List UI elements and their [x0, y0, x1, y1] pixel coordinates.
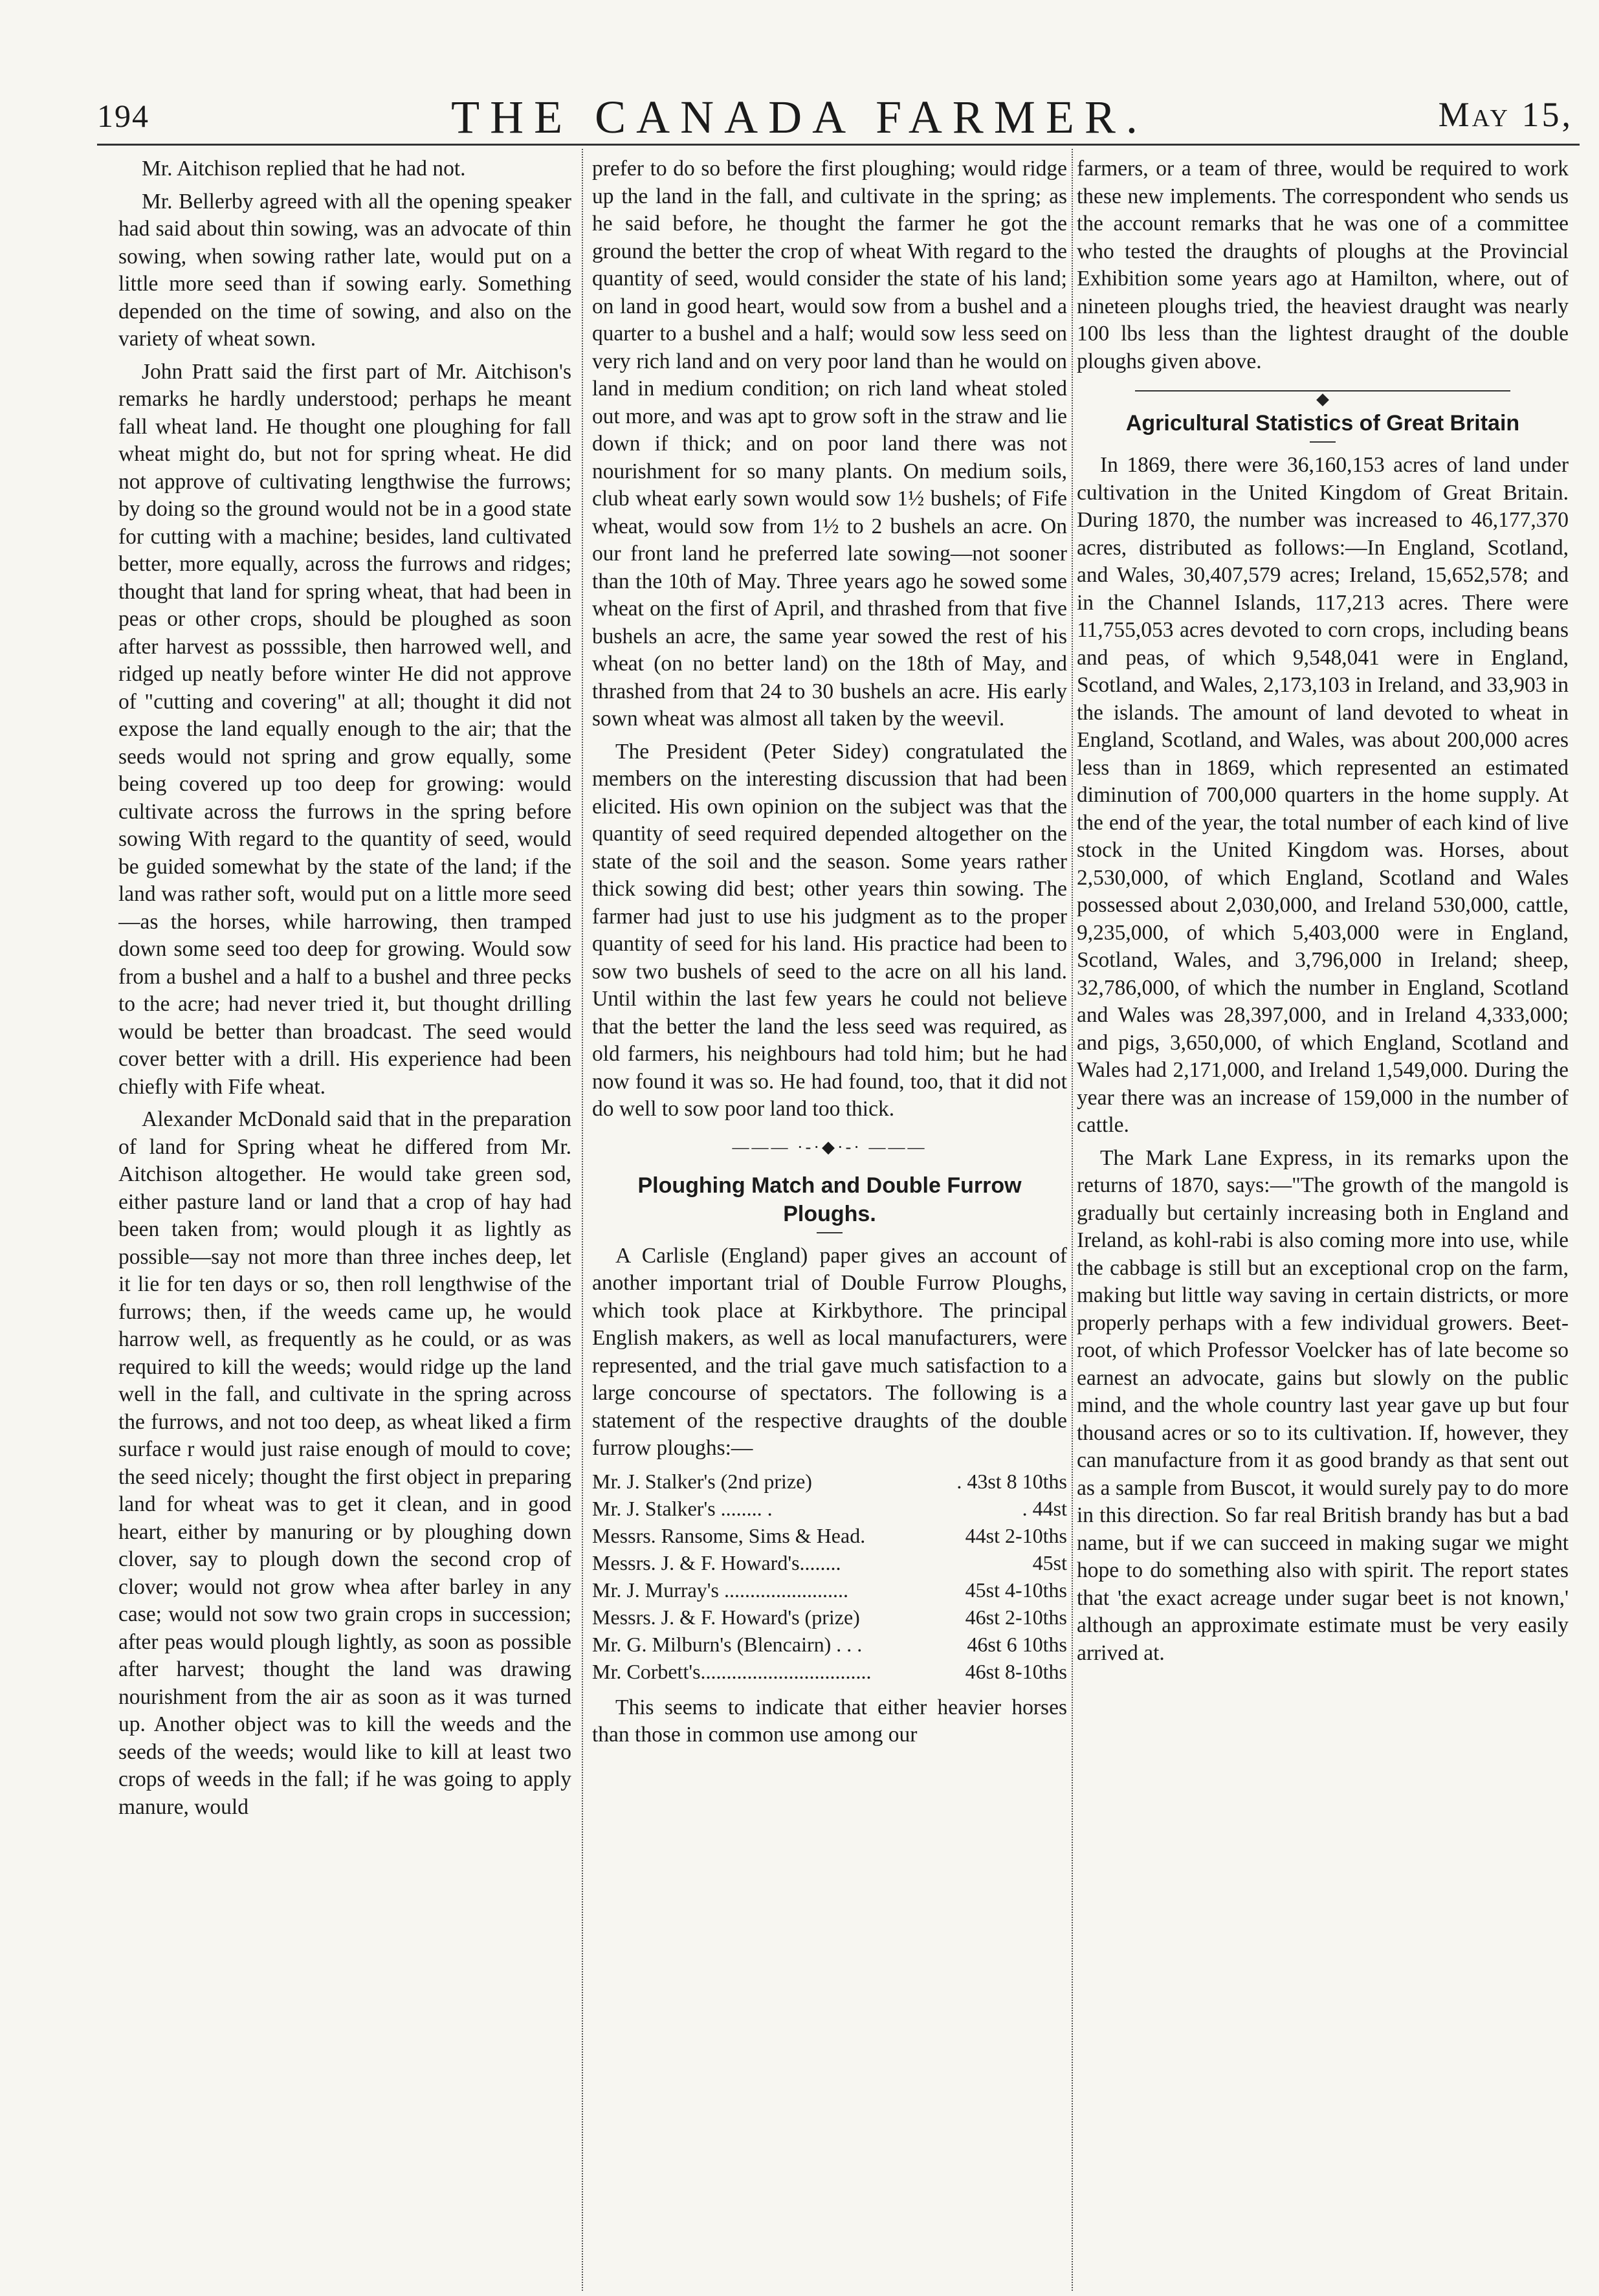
draught-value: 46st 6 10ths: [967, 1632, 1067, 1656]
plough-maker: Messrs. J. & F. Howard's........: [592, 1551, 841, 1574]
heading-rule: [1310, 441, 1336, 443]
table-row: [592, 1495, 1067, 1522]
article-heading: Agricultural Statistics of Great Britain: [1125, 411, 1520, 436]
draught-value: 45st 4-10ths: [965, 1578, 1067, 1602]
draught-value: . 44st: [1022, 1496, 1067, 1520]
paragraph: prefer to do so before the first ploughing; would ridge up the land in the fall, and cultivate in the spring; as he said before, he thought the farmer he got the ground the better the crop of wheat With regard to the quantity of seed, would consider the state of his land; on land in good heart, would sow from a bushel and a quarter to a bushel and a half; would sow less seed on very rich land and on very poor land than he would on land in medium condition; on rich land wheat stoled out more, and was apt to grow soft in the straw and lie down if thick; and on poor land there was not nourishment for so many plants. On medium soils, club wheat early sown would sow 1½ bushels; of Fife wheat, would sow from 1½ to 2 bushels an acre. On our front land he preferred late sowing—not sooner than the 10th of May. Three years ago he sowed some wheat on the first of April, and thrashed from that five bushels an acre, the same year sowed the rest of his wheat (on no better land) on the 18th of May, and thrashed from that 24 to 30 bushels an acre. His early sown wheat was almost all taken by the weevil.: [592, 157, 1067, 731]
draught-value: 46st 8-10ths: [965, 1659, 1067, 1683]
table-row: [592, 1522, 1067, 1549]
table-row: [592, 1658, 1067, 1685]
paragraph: Mr. Bellerby agreed with all the opening speaker had said about thin sowing, was an advocate of thin sowing, when sowing rather late, would put on a little more seed than if sowing early. Something depended on the time of sowing, and also on the variety of wheat sown.: [118, 189, 571, 351]
article-heading: Ploughing Match and Double Furrow Ploughs.: [637, 1173, 1022, 1226]
column-divider: [1072, 149, 1073, 2291]
paragraph: Alexander McDonald said that in the preparation of land for Spring wheat he differed from Mr. Aitchison altogether. He would take green sod, either pasture land or land that a crop of hay had been taken from; would plough it as lightly as possible—say not more than three inches deep, let it lie for ten days or so, then roll lengthwise of the furrows; then, if the weeds came up, he would harrow well, as frequently as he could, or as was required to kill the weeds; would ridge up the land well in the fall, and cultivate in the spring across the furrows, and not too deep, as wheat liked a firm surface r would just raise enough of mould to cove; the seed nicely; thought the first object in preparing land for wheat was to get it clean, and in good heart, either by manuring or by ploughing down clover, say to plough down the second crop of clover; would not grow whea after barley in any case; would not sow two grain crops in succession; after peas would plough lightly, as soon as possible after harvest; thought the land was drawing nourishment from the air as soon as it was turned up. Another object was to kill the weeds and the seeds of the weeds; would like to kill at least two crops of weeds in the fall; if he was going to apply manure, would: [118, 1107, 571, 1819]
draught-value: . 43st 8 10ths: [956, 1469, 1067, 1493]
table-row: [592, 1576, 1067, 1604]
column-middle: [592, 155, 1067, 2291]
column-divider: [582, 149, 583, 2291]
plough-maker: Mr. J. Stalker's (2nd prize): [592, 1469, 812, 1493]
section-separator: ——— ·-·◆·-· ———: [732, 1137, 927, 1156]
masthead: [0, 0, 1599, 142]
column-left: [118, 155, 571, 2291]
paragraph: A Carlisle (England) paper gives an account of another important trial of Double Furrow Ploughs, which took place at Kirkbythore. The principal English makers, as well as local manufacturers, were represented, and the trial gave much satisfaction to a large concourse of spectators. The following is a statement of the respective draughts of the double furrow ploughs:—: [592, 1243, 1067, 1460]
issue-date: May 15,: [1438, 95, 1573, 134]
separator-line: [1135, 390, 1510, 392]
draught-results-table: [592, 1468, 1067, 1685]
diamond-ornament-icon: [1316, 393, 1329, 406]
paragraph: The Mark Lane Express, in its remarks upon the returns of 1870, says:—"The growth of the mangold is gradually but certainly increasing both in England and Ireland, as kohl-rabi is also coming more into use, while the cabbage is still but an exceptional crop on the farm, making but little way saving in certain districts, or more properly perhaps with a few individual growers. Beet-root, of which Professor Voelcker has of late become so earnest an advocate, gains but slowly on the public mind, and the whole country last year gave up but four thousand acres or so to its cultivation. If, however, they can manufacture from it as good brandy as that sent out as a sample from Buscot, it would surely pay to do more in this direction. So far real British brandy has but a bad name, but if we can succeed in making sugar we might hope to do something also with spirit. The report states that 'the exact acreage under sugar beet is not known,' although an approximate estimate must be very easily arrived at.: [1077, 1145, 1569, 1665]
newspaper-title: THE CANADA FARMER.: [451, 91, 1148, 143]
table-row: [592, 1604, 1067, 1631]
paragraph: John Pratt said the first part of Mr. Aitchison's remarks he hardly understood; perhaps he meant fall wheat land. He thought one ploughing for fall wheat might do, but not for spring wheat. He did not approve of cultivating lengthwise the furrows; by doing so the ground would not be in a good state for cutting with a machine; besides, land cultivated better, more equally, across the furrows and ridges; thought that land for spring wheat, that had been in peas or other crops, should be ploughed as soon after harvest as posssible, then harrowed well, and ridged up neatly before winter He did not approve of "cutting and covering" at all; thought it did not expose the land equally enough to the air; that the seeds would not spring and grow equally, some being covered up too deep for growing: would cultivate across the furrows in the spring before sowing With regard to the quantity of seed, would be guided somewhat by the state of the land; if the land was rather soft, would put on a little more seed—as the horses, while harrowing, then tramped down some seed too deep for growing. Would sow from a bushel and a half to a bushel and three pecks to the acre; had never tried it, but thought drilling would be better than broadcast. The seed would cover better with a drill. His experience had been chiefly with Fife wheat.: [118, 359, 571, 1099]
table-row: [592, 1468, 1067, 1495]
header-rule: [97, 144, 1580, 146]
plough-maker: Mr. J. Stalker's ........ .: [592, 1496, 773, 1520]
plough-maker: Mr. Corbett's.................................: [592, 1659, 872, 1683]
paragraph: The President (Peter Sidey) congratulated the members on the interesting discussion that had been elicited. His own opinion on the subject was that the quantity of seed required depended altogether on the state of the soil and the season. Some years rather thick sowing did best; other years thin sowing. The farmer had just to use his judgment as to the proper quantity of seed for his land. His practice had been to sow two bushels of seed to the acre on all his land. Until within the last few years he could not believe that the better the land the less seed was required, as old farmers, his neighbours had told him; but he had now found it was so. He had found, too, that it did not do well to sow poor land too thick.: [592, 739, 1067, 1121]
draught-value: 46st 2-10ths: [965, 1605, 1067, 1629]
plough-maker: Mr. G. Milburn's (Blencairn) . . .: [592, 1632, 863, 1656]
plough-maker: Messrs. J. & F. Howard's (prize): [592, 1605, 860, 1629]
column-right: [1077, 155, 1569, 2291]
plough-maker: Mr. J. Murray's ........................: [592, 1578, 848, 1602]
section-separator: [1077, 384, 1569, 397]
paragraph: In 1869, there were 36,160,153 acres of land under cultivation in the United Kingdom of Great Britain. During 1870, the number was increased to 46,177,370 acres, distributed as follows:—In England, Scotland, and Wales, 30,407,579 acres; Ireland, 15,652,578; and in the Channel Islands, 117,213 acres. There were 11,755,053 acres devoted to corn crops, including beans and peas, of which 9,548,041 were in England, Scotland, and Wales, 2,173,103 in Ireland, and 33,903 in the islands. The amount of land devoted to wheat in England, Scotland, and Wales, was about 200,000 acres less than in 1869, which represented an estimated diminution of 700,000 quarters in the home supply. At the end of the year, the total number of each kind of live stock in the United Kingdom was. Horses, about 2,530,000, of which England, Scotland and Wales possessed about 2,030,000, and Ireland 530,000, cattle, 9,235,000, of which 5,403,000 were in England, Scotland, Wales, and 3,796,000 in Ireland; sheep, 32,786,000, of which the number in England, Scotland and Wales was 28,397,000, and in Ireland 4,333,000; and pigs, 3,650,000, of which England, Scotland and Wales had 2,171,000, and Ireland 1,549,000. During the year there was an increase of 159,000 in the number of cattle.: [1077, 453, 1569, 1137]
heading-rule: [817, 1232, 843, 1233]
draught-value: 45st: [1032, 1551, 1067, 1574]
table-row: [592, 1631, 1067, 1658]
paragraph: farmers, or a team of three, would be required to work these new implements. The correspondent who sends us the account remarks that he was one of a committee who tested the draughts of ploughs at the Provincial Exhibition some years ago at Hamilton, where, out of nineteen ploughs tried, the heaviest draught was nearly 100 lbs less than the lightest draught of the double ploughs given above.: [1077, 157, 1569, 373]
paragraph: This seems to indicate that either heavier horses than those in common use among our: [592, 1695, 1067, 1747]
page-number: 194: [97, 98, 149, 134]
paragraph: Mr. Aitchison replied that he had not.: [142, 157, 466, 181]
plough-maker: Messrs. Ransome, Sims & Head.: [592, 1523, 866, 1547]
table-row: [592, 1549, 1067, 1576]
draught-value: 44st 2-10ths: [965, 1523, 1067, 1547]
